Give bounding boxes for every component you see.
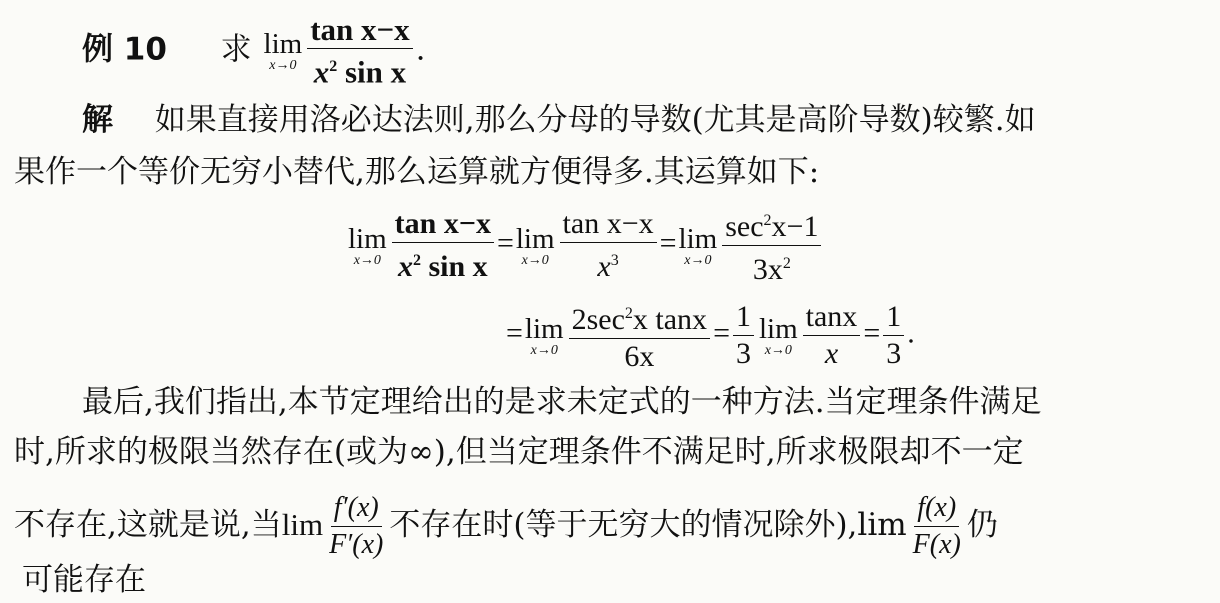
solution-line-2: 果作一个等价无穷小替代,那么运算就方便得多.其运算如下: xyxy=(14,154,820,190)
remark-line-1: 最后,我们指出,本节定理给出的是求未定式的一种方法.当定理条件满足 xyxy=(82,384,1042,420)
calc-row-1: lim x→0 $\frac{\text{tan x−x}}{x^2 \sin x}$ = lim x→0 $\frac{\text{tan x−x}}{x^3}$ = lim x→0 $\frac{\sec^2x-1}{3x^2}$ xyxy=(346,205,824,286)
calc-row-2: = lim x→0 $\frac{2\sec^2x \tan x}{6x}$ = $\frac{1}{3}$ lim x→0 $\frac{\tan x}{x}$ = $\frac{1}{3}$ . xyxy=(506,300,915,373)
limit-operator: lim x→0 xyxy=(263,28,303,74)
example-prompt: 求 xyxy=(220,31,252,68)
example-fraction: $\frac{\text{tan x−x}}{x^2 \sin x}$ xyxy=(307,14,412,88)
remark-line-2: 时,所求的极限当然存在(或为∞),但当定理条件不满足时,所求极限却不一定 xyxy=(14,434,1024,470)
remark-fraction-2: $\frac{f(x)}{F(x)}$ xyxy=(912,492,961,560)
remark-fraction-1: $\frac{f'(x)}{F'(x)}$ xyxy=(329,492,384,560)
example-label: 例 10 xyxy=(82,31,167,68)
solution-line-1: 解 如果直接用洛必达法则,那么分母的导数(尤其是高阶导数)较繁.如 xyxy=(82,102,1036,138)
example-heading: 例 10 求 lim x→0 $\frac{\text{tan x−x}}{x^2 \sin x}$ . xyxy=(82,12,426,90)
remark-line-4: 可能存在 xyxy=(22,562,146,598)
remark-line-3: 不存在,这就是说,当lim $\frac{f'(x)}{F'(x)}$ 不存在时(等于无穷大的情况除外),lim $\frac{f(x)}{F(x)}$ 仍 xyxy=(14,492,998,560)
solution-label: 解 xyxy=(82,102,113,138)
